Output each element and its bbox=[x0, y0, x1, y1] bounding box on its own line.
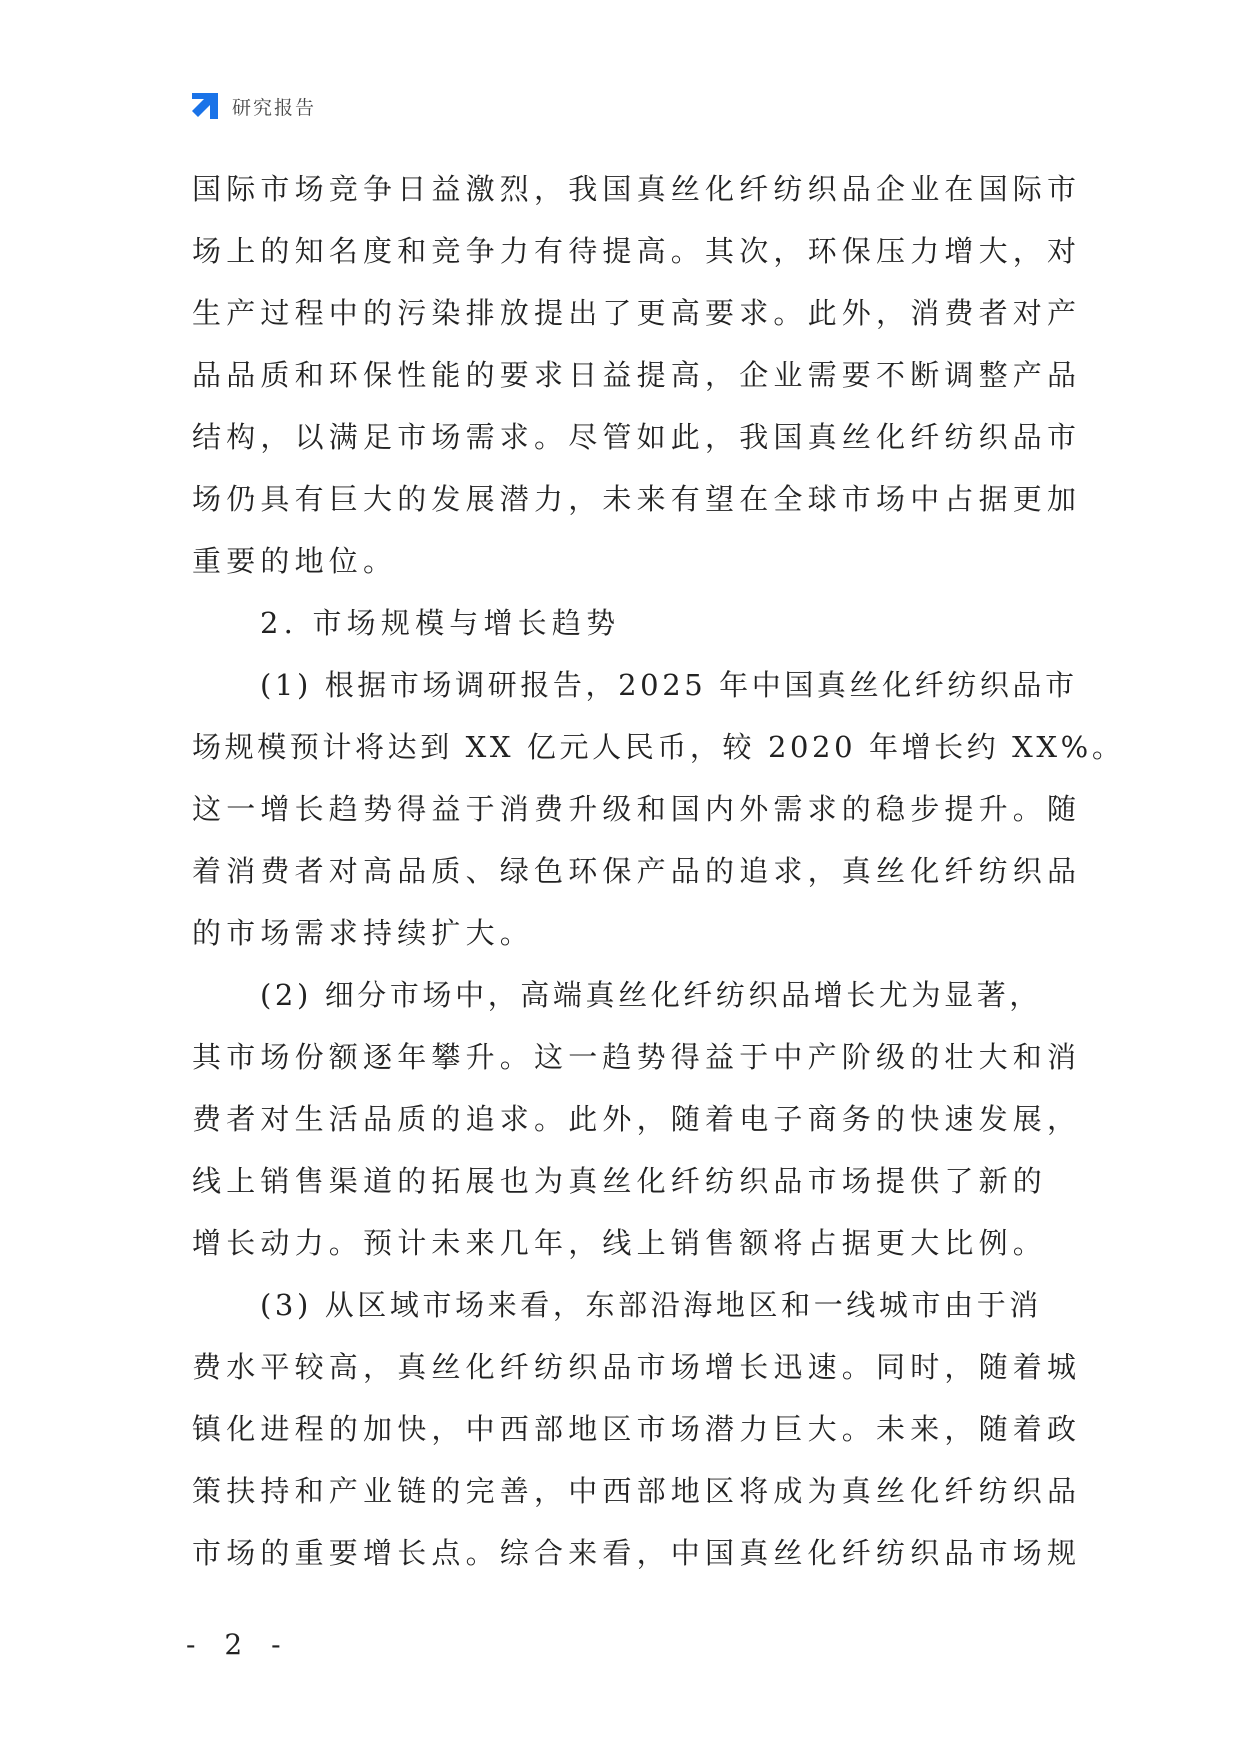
section-heading: 2. 市场规模与增长趋势 bbox=[260, 606, 621, 640]
text-line: 场上的知名度和竞争力有待提高。其次，环保压力增大，对 bbox=[192, 234, 1082, 268]
text-line: 费者对生活品质的追求。此外，随着电子商务的快速发展， bbox=[192, 1102, 1082, 1136]
logo-arrow-icon bbox=[188, 89, 222, 123]
text-line: 市场的重要增长点。综合来看，中国真丝化纤纺织品市场规 bbox=[192, 1536, 1082, 1570]
text-line: 其市场份额逐年攀升。这一趋势得益于中产阶级的壮大和消 bbox=[192, 1040, 1082, 1074]
text-line: 增长动力。预计未来几年，线上销售额将占据更大比例。 bbox=[192, 1226, 1048, 1260]
page-number: - 2 - bbox=[186, 1628, 291, 1661]
header-title: 研究报告 bbox=[232, 96, 317, 119]
text-line: 重要的地位。 bbox=[192, 544, 398, 578]
document-body bbox=[192, 158, 1125, 1584]
text-line: (2) 细分市场中，高端真丝化纤纺织品增长尤为显著， bbox=[260, 978, 1042, 1012]
text-line: (3) 从区域市场来看，东部沿海地区和一线城市由于消 bbox=[260, 1288, 1042, 1322]
page-header bbox=[188, 88, 316, 124]
text-line: 线上销售渠道的拓展也为真丝化纤纺织品市场提供了新的 bbox=[192, 1164, 1048, 1198]
text-line: 费水平较高，真丝化纤纺织品市场增长迅速。同时，随着城 bbox=[192, 1350, 1082, 1384]
text-line: 这一增长趋势得益于消费升级和国内外需求的稳步提升。随 bbox=[192, 792, 1082, 826]
text-line: 着消费者对高品质、绿色环保产品的追求，真丝化纤纺织品 bbox=[192, 854, 1082, 888]
text-line: (1) 根据市场调研报告，2025 年中国真丝化纤纺织品市 bbox=[260, 668, 1078, 702]
text-line: 策扶持和产业链的完善，中西部地区将成为真丝化纤纺织品 bbox=[192, 1474, 1082, 1508]
text-line: 结构，以满足市场需求。尽管如此，我国真丝化纤纺织品市 bbox=[192, 420, 1082, 454]
text-line: 的市场需求持续扩大。 bbox=[192, 916, 535, 950]
text-line: 生产过程中的污染排放提出了更高要求。此外，消费者对产 bbox=[192, 296, 1082, 330]
text-line: 场规模预计将达到 XX 亿元人民币，较 2020 年增长约 XX%。 bbox=[192, 730, 1125, 764]
text-line: 国际市场竞争日益激烈，我国真丝化纤纺织品企业在国际市 bbox=[192, 172, 1082, 206]
text-line: 品品质和环保性能的要求日益提高，企业需要不断调整产品 bbox=[192, 358, 1082, 392]
text-line: 场仍具有巨大的发展潜力，未来有望在全球市场中占据更加 bbox=[192, 482, 1082, 516]
text-line: 镇化进程的加快，中西部地区市场潜力巨大。未来，随着政 bbox=[192, 1412, 1082, 1446]
